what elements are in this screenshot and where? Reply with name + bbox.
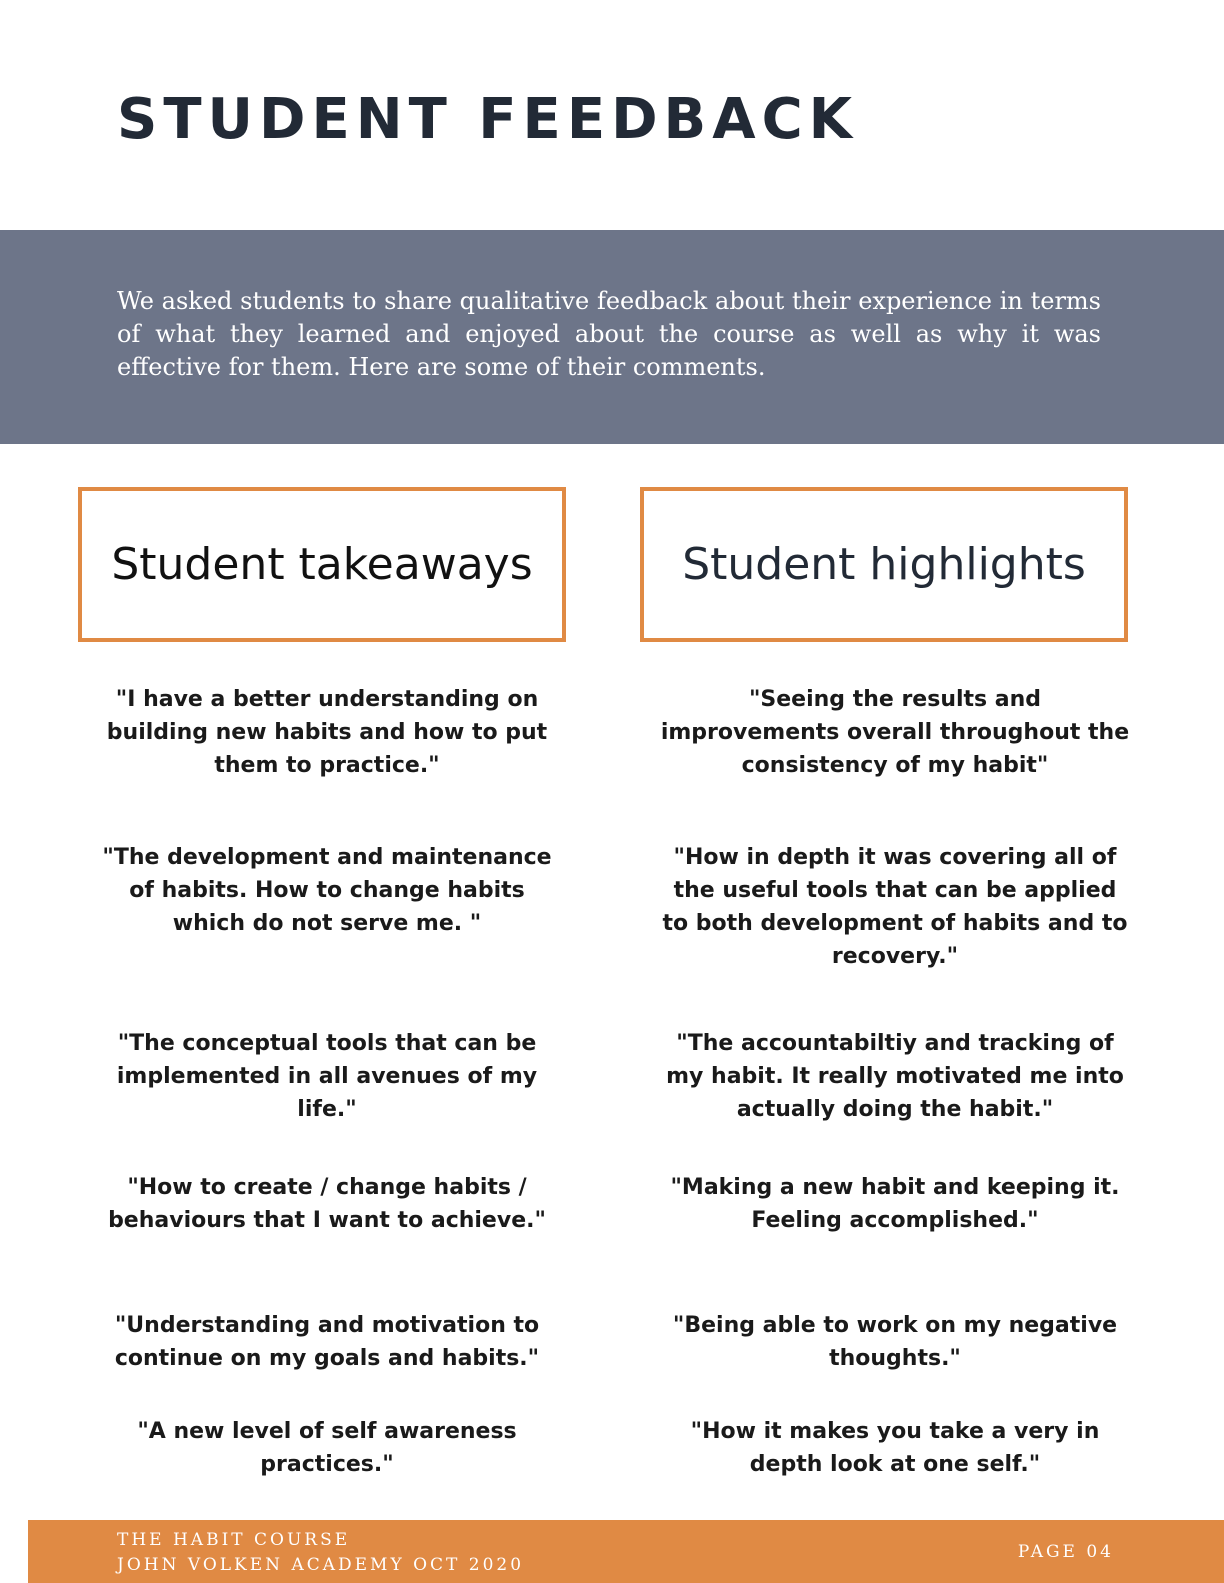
intro-text: We asked students to share qualitative feedback about their experience in terms of what they learned and enjoyed about the course as well as why it was effective for them. Here are some of their comments. — [117, 287, 1101, 381]
takeaway-quote: "I have a better understanding on building new habits and how to put them to practice." — [106, 687, 548, 778]
highlight-quote: "Being able to work on my negative thoughts." — [672, 1313, 1118, 1371]
highlight-quote: "Seeing the results and improvements overall throughout the consistency of my habit" — [660, 687, 1130, 778]
takeaway-quote: "How to create / change habits / behaviours that I want to achieve." — [108, 1175, 546, 1233]
page-title: STUDENT FEEDBACK — [117, 87, 859, 152]
highlights-header: Student highlights — [640, 487, 1128, 642]
highlight-quote: "Making a new habit and keeping it. Feeling accomplished." — [670, 1175, 1120, 1233]
page-number: PAGE 04 — [1017, 1542, 1114, 1562]
takeaway-quote: "Understanding and motivation to continue on my goals and habits." — [114, 1313, 540, 1371]
footer-organization: JOHN VOLKEN ACADEMY OCT 2020 — [117, 1555, 525, 1575]
highlight-quote: "How in depth it was covering all of the useful tools that can be applied to both development of habits and to recovery." — [662, 845, 1128, 969]
footer-bar — [28, 1520, 1224, 1583]
takeaway-quote: "A new level of self awareness practices." — [137, 1419, 517, 1477]
takeaway-quote: "The conceptual tools that can be implemented in all avenues of my life." — [116, 1031, 538, 1122]
takeaways-header: Student takeaways — [78, 487, 566, 642]
takeaway-quote: "The development and maintenance of habits. How to change habits which do not serve me. " — [102, 845, 552, 936]
highlight-quote: "How it makes you take a very in depth look at one self." — [690, 1419, 1100, 1477]
highlight-quote: "The accountabiltiy and tracking of my habit. It really motivated me into actually doing the habit." — [666, 1031, 1124, 1122]
footer-course-name: THE HABIT COURSE — [117, 1530, 351, 1550]
